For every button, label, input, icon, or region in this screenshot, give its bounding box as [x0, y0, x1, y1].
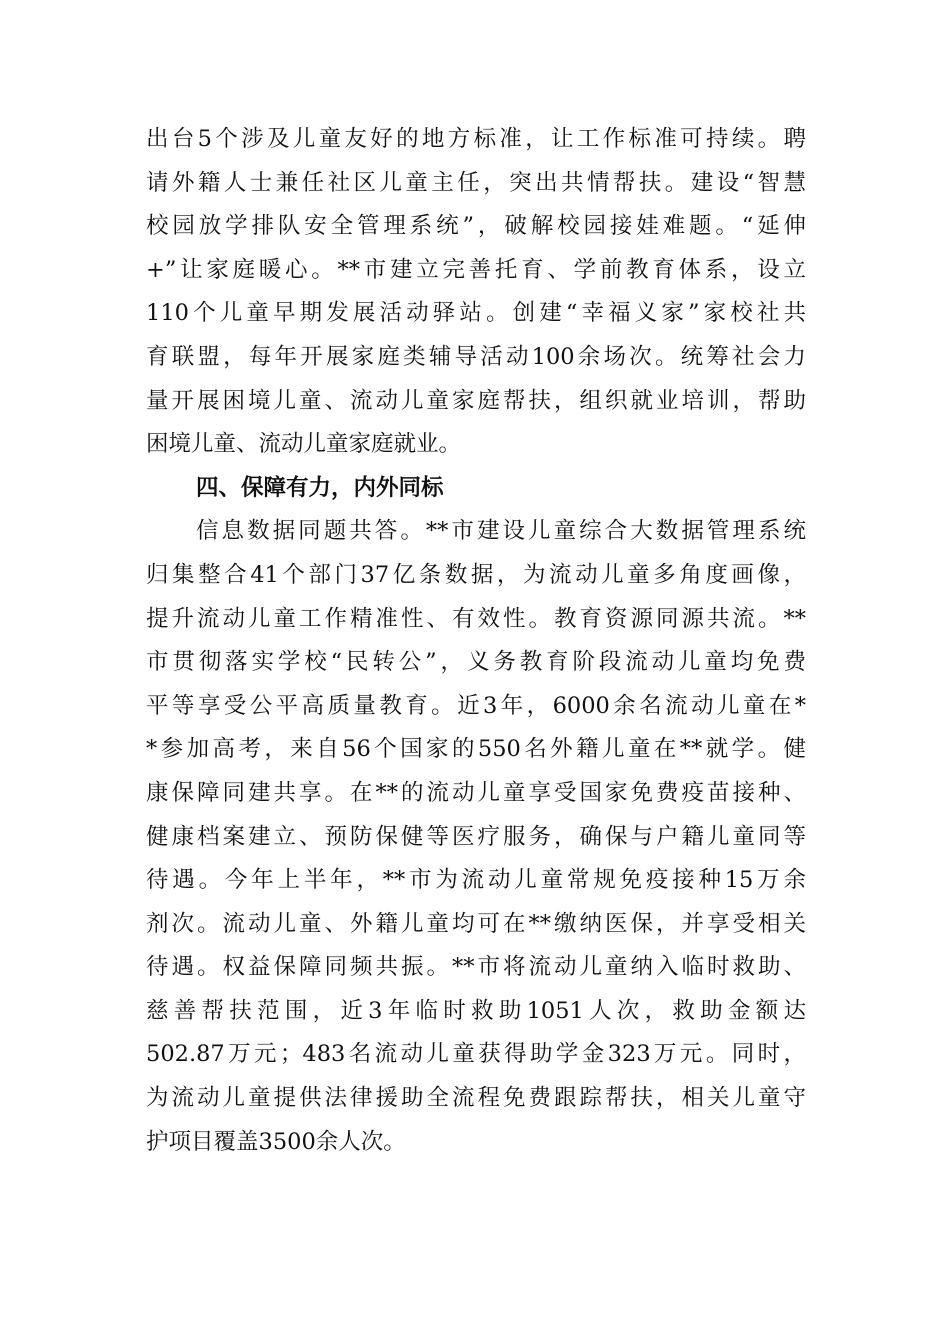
text-line: 护项目覆盖3500余人次。 [146, 1128, 406, 1155]
paragraph-2 [146, 510, 806, 1164]
text-line: 请外籍人士兼任社区儿童主任，突出共情帮扶。建设“智慧 [146, 169, 806, 196]
paragraph-1 [146, 118, 806, 467]
text-line: 归集整合41个部门37亿条数据，为流动儿童多角度画像， [146, 561, 806, 588]
text-line: 110个儿童早期发展活动驿站。创建“幸福义家”家校社共 [146, 300, 806, 327]
text-line: 育联盟，每年开展家庭类辅导活动100余场次。统筹社会力 [146, 343, 806, 370]
text-line: +”让家庭暖心。**市建立完善托育、学前教育体系，设立 [146, 256, 806, 283]
text-line: 市贯彻落实学校“民转公”，义务教育阶段流动儿童均免费 [146, 649, 806, 676]
text-line: 量开展困境儿童、流动儿童家庭帮扶，组织就业培训，帮助 [146, 387, 806, 414]
text-line: 康保障同建共享。在**的流动儿童享受国家免费疫苗接种、 [146, 779, 806, 806]
text-line: 为流动儿童提供法律援助全流程免费跟踪帮扶，相关儿童守 [146, 1085, 806, 1112]
text-line: 健康档案建立、预防保健等医疗服务，确保与户籍儿童同等 [146, 823, 806, 850]
section-heading: 四、保障有力，内外同标 [196, 474, 444, 501]
text-line: 待遇。权益保障同频共振。**市将流动儿童纳入临时救助、 [146, 954, 806, 981]
text-line: 平等享受公平高质量教育。近3年，6000余名流动儿童在* [146, 692, 806, 719]
text-line: 提升流动儿童工作精准性、有效性。教育资源同源共流。** [146, 605, 806, 632]
text-line: 502.87万元；483名流动儿童获得助学金323万元。同时， [146, 1041, 806, 1068]
text-line: *参加高考，来自56个国家的550名外籍儿童在**就学。健 [146, 736, 806, 763]
text-line: 校园放学排队安全管理系统”，破解校园接娃难题。“延伸 [146, 213, 806, 240]
text-line: 待遇。今年上半年，**市为流动儿童常规免疫接种15万余 [146, 867, 806, 894]
text-line: 慈善帮扶范围，近3年临时救助1051人次，救助金额达 [146, 997, 806, 1024]
text-line: 出台5个涉及儿童友好的地方标准，让工作标准可持续。聘 [146, 126, 806, 152]
text-line: 信息数据同题共答。**市建设儿童综合大数据管理系统 [196, 518, 806, 545]
text-line: 困境儿童、流动儿童家庭就业。 [146, 431, 462, 458]
document-body [146, 118, 806, 1164]
text-line: 剂次。流动儿童、外籍儿童均可在**缴纳医保，并享受相关 [146, 910, 806, 937]
